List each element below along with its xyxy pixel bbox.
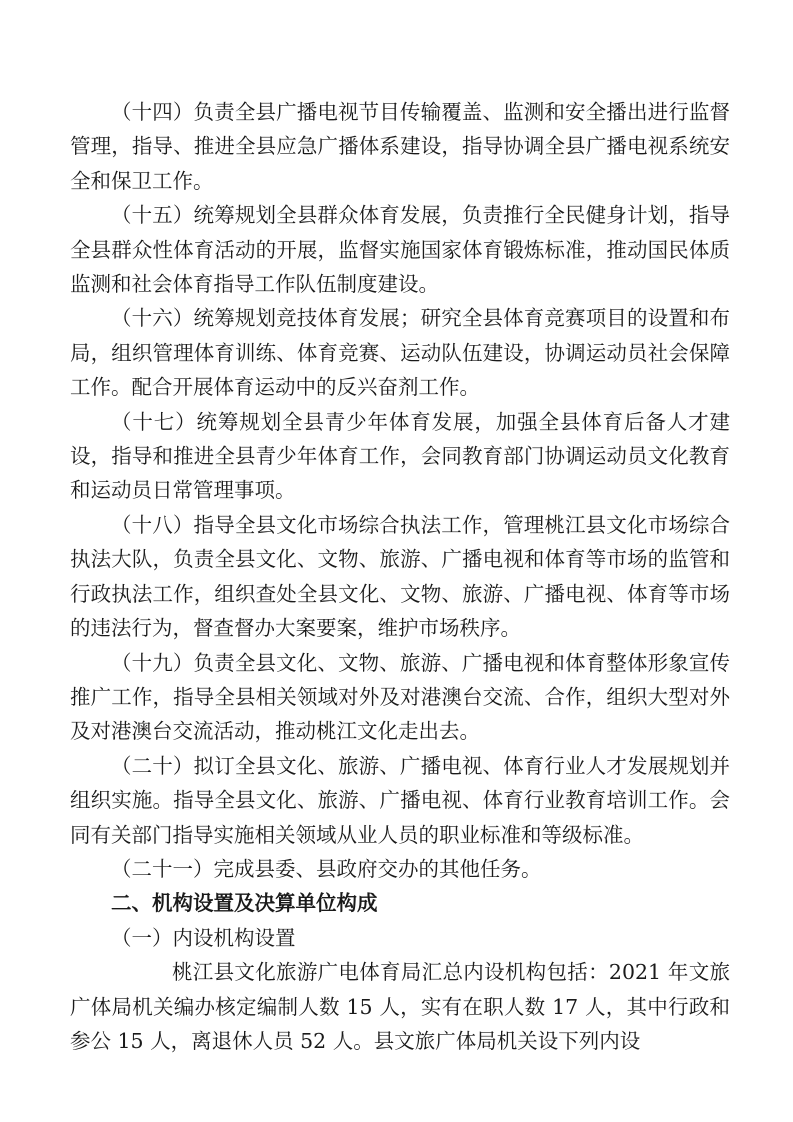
paragraph-19: （十九）负责全县文化、文物、旅游、广播电视和体育整体形象宣传推广工作，指导全县相关领域对外及对港澳台交流、合作，组织大型对外及对港澳台交流活动，推动桃江文化走出去。 [70,650,730,744]
section-heading: 二、机构设置及决算单位构成 [111,891,378,916]
paragraph-18: （十八）指导全县文化市场综合执法工作，管理桃江县文化市场综合执法大队，负责全县文化、文物、旅游、广播电视和体育等市场的监管和行政执法工作，组织查处全县文化、文物、旅游、广播电视、体育等市场的违法行为，督查督办大案要案，维护市场秩序。 [70,512,730,641]
section-body-paragraph: 桃江县文化旅游广电体育局汇总内设机构包括：2021 年文旅广体局机关编办核定编制人数 15 人，实有在职人数 17 人，其中行政和参公 15 人，离退休人员 52 人。县文旅广体局机关设下列内设 [70,960,730,1053]
paragraph-17: （十七）统筹规划全县青少年体育发展，加强全县体育后备人才建设，指导和推进全县青少年体育工作，会同教育部门协调运动员文化教育和运动员日常管理事项。 [70,409,730,503]
paragraph-20: （二十）拟订全县文化、旅游、广播电视、体育行业人才发展规划并组织实施。指导全县文化、旅游、广播电视、体育行业教育培训工作。会同有关部门指导实施相关领域从业人员的职业标准和等级标准。 [70,753,730,847]
subsection-heading: （一）内设机构设置 [111,925,296,950]
paragraph-16: （十六）统筹规划竞技体育发展；研究全县体育竞赛项目的设置和布局，组织管理体育训练、体育竞赛、运动队伍建设，协调运动员社会保障工作。配合开展体育运动中的反兴奋剂工作。 [70,306,730,400]
paragraph-15: （十五）统筹规划全县群众体育发展，负责推行全民健身计划，指导全县群众性体育活动的开展，监督实施国家体育锻炼标准，推动国民体质监测和社会体育指导工作队伍制度建设。 [70,203,730,297]
paragraph-14: （十四）负责全县广播电视节目传输覆盖、监测和安全播出进行监督管理，指导、推进全县应急广播体系建设，指导协调全县广播电视系统安全和保卫工作。 [70,100,730,193]
paragraph-21: （二十一）完成县委、县政府交办的其他任务。 [111,856,542,881]
document-body [70,95,730,1058]
